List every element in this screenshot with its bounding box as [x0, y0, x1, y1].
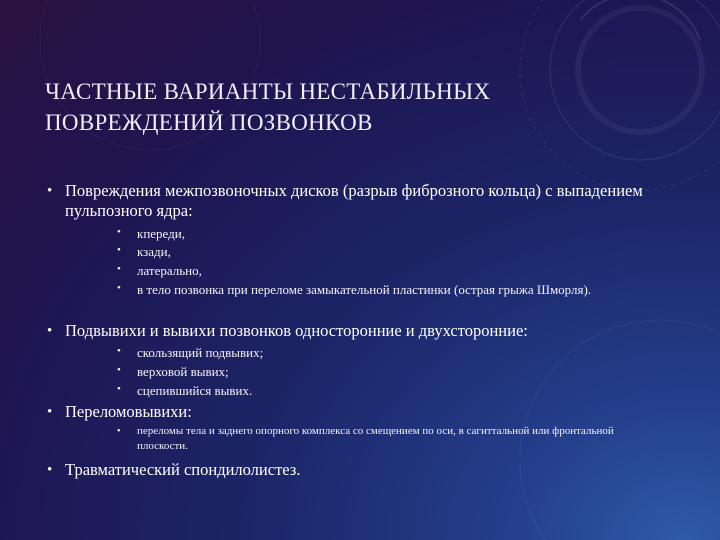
bullet-2: • [47, 323, 53, 339]
sub-bullet-2-3: • [117, 383, 121, 395]
list-item-3: Переломовывихи: [65, 402, 192, 421]
list-item-1: Повреждения межпозвоночных дисков (разрыв фиброзного кольца) с выпадением пульпозного ядра: [65, 181, 643, 220]
sub-item-2-2: верховой вывих; [137, 364, 229, 379]
sub-bullet-1-2: • [117, 244, 121, 256]
bullet-1: • [47, 183, 53, 199]
sub-item-1-4: в тело позвонка при переломе замыкательной пластинки (острая грыжа Шморля). [137, 282, 592, 297]
sub-item-3-1: переломы тела и заднего опорного комплекса со смещением по оси, в сагиттальной или фронтальной плоскости. [137, 425, 614, 452]
sub-item-1-2: кзади, [137, 244, 171, 259]
sub-bullet-1-1: • [117, 226, 121, 238]
slide-title: ЧАСТНЫЕ ВАРИАНТЫ НЕСТАБИЛЬНЫХ ПОВРЕЖДЕНИЙ ПОЗВОНКОВ [45, 79, 491, 135]
sub-item-1-3: латерально, [137, 263, 202, 278]
bullet-3: • [47, 404, 53, 420]
sub-bullet-2-2: • [117, 364, 121, 376]
sub-bullet-1-3: • [117, 263, 121, 275]
sub-item-2-3: сцепившийся вывих. [137, 383, 253, 398]
sub-item-1-1: кпереди, [137, 226, 185, 241]
list-item-2: Подвывихи и вывихи позвонков односторонние и двухсторонние: [65, 321, 528, 340]
list-item-4: Травматический спондилолистез. [65, 460, 301, 479]
bullet-4: • [47, 462, 53, 478]
sub-bullet-3-1: • [117, 426, 121, 437]
sub-item-2-1: скользящий подвывих; [137, 345, 264, 360]
sub-bullet-1-4: • [117, 282, 121, 294]
sub-bullet-2-1: • [117, 345, 121, 357]
